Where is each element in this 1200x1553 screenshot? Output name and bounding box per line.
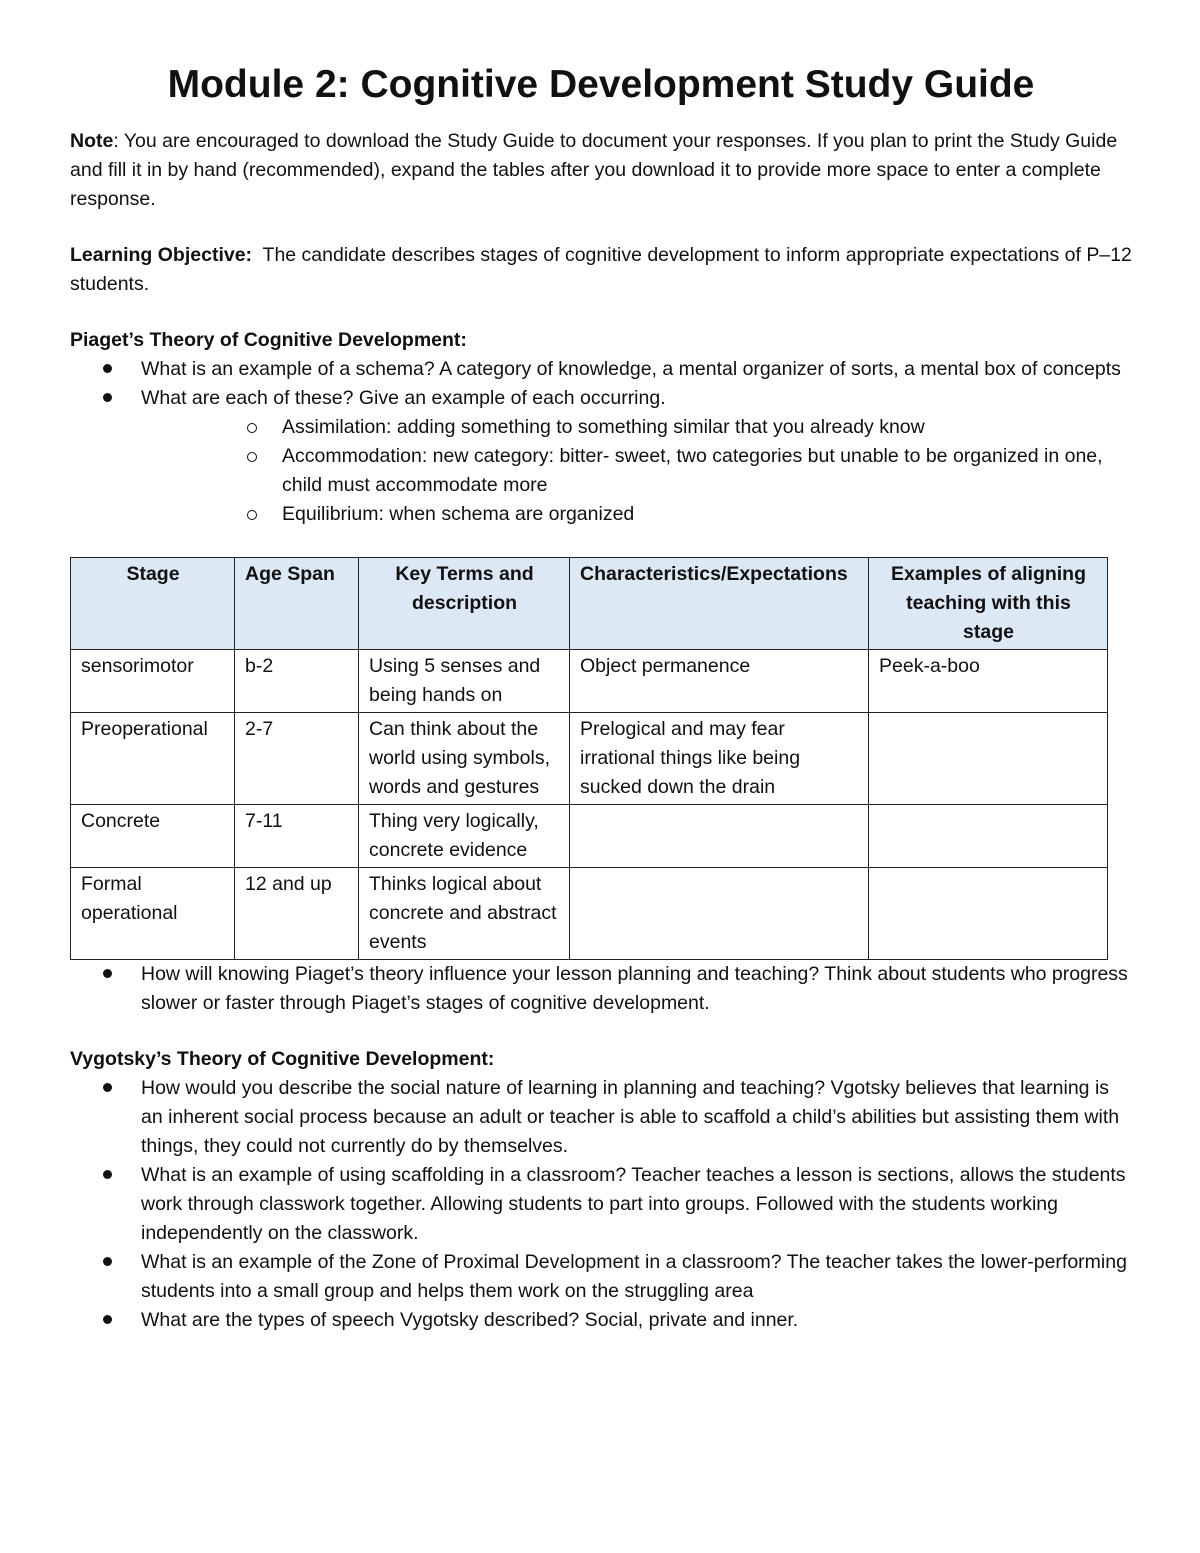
list-item: [70, 1074, 1132, 1161]
table-cell: sensorimotor: [71, 650, 235, 713]
table-cell: [869, 805, 1108, 868]
list-item: [70, 384, 1132, 529]
vygotsky-question-text: What is an example of using scaffolding in a classroom? Teacher teaches a lesson is sections, allows the students work through classwork together. Allowing students to part into groups. Followed with the students working independently on the classwork.: [141, 1164, 1126, 1244]
column-header-age-span: Age Span: [235, 558, 359, 650]
learning-objective-label: Learning Objective:: [70, 244, 253, 266]
table-row: [71, 650, 1108, 713]
table-cell: [570, 868, 869, 960]
sub-list-item: [141, 500, 1132, 529]
list-item: [70, 1161, 1132, 1248]
table-row: [71, 805, 1108, 868]
table-cell: Formal operational: [71, 868, 235, 960]
hollow-bullet-icon: [247, 452, 257, 462]
table-header-row: [71, 558, 1108, 650]
column-header-teaching-examples: Examples of aligning teaching with this stage: [869, 558, 1108, 650]
table-cell: 2-7: [235, 713, 359, 805]
bullet-icon: [103, 364, 112, 373]
table-row: [71, 713, 1108, 805]
vygotsky-question-list: [70, 1074, 1132, 1335]
table-cell: Prelogical and may fear irrational things like being sucked down the drain: [570, 713, 869, 805]
bullet-icon: [103, 393, 112, 402]
learning-objective-paragraph: [70, 241, 1132, 299]
sub-list-item: [141, 413, 1132, 442]
table-cell: Thinks logical about concrete and abstract events: [359, 868, 570, 960]
hollow-bullet-icon: [247, 423, 257, 433]
note-label: Note: [70, 130, 114, 152]
column-header-stage: Stage: [71, 558, 235, 650]
page-title: Module 2: Cognitive Development Study Guide: [167, 63, 1035, 106]
sub-item-text: Accommodation: new category: bitter- sweet, two categories but unable to be organized in one, child must accommodate more: [282, 445, 1103, 496]
piaget-question-text: What is an example of a schema? A category of knowledge, a mental organizer of sorts, a mental box of concepts: [141, 358, 1121, 380]
table-cell: 12 and up: [235, 868, 359, 960]
note-paragraph: [70, 127, 1132, 214]
sub-list-item: [141, 442, 1132, 500]
list-item: [70, 1248, 1132, 1306]
sub-item-text: Equilibrium: when schema are organized: [282, 503, 635, 525]
table-cell: [869, 713, 1108, 805]
hollow-bullet-icon: [247, 510, 257, 520]
table-row: [71, 868, 1108, 960]
vygotsky-question-text: How would you describe the social nature of learning in planning and teaching? Vgotsky believes that learning is an inherent social process because an adult or teacher is able to scaffold a child’s abilities but assisting them with things, they could not currently do by themselves.: [141, 1077, 1120, 1157]
table-cell: Preoperational: [71, 713, 235, 805]
bullet-icon: [103, 1315, 112, 1324]
document-body: [70, 63, 1132, 1335]
table-cell: 7-11: [235, 805, 359, 868]
piaget-followup-list: [70, 960, 1132, 1018]
table-cell: Object permanence: [570, 650, 869, 713]
table-cell: Concrete: [71, 805, 235, 868]
column-header-characteristics: Characteristics/Expectations: [570, 558, 869, 650]
bullet-icon: [103, 1083, 112, 1092]
list-item: [70, 355, 1132, 384]
table-cell: Thing very logically, concrete evidence: [359, 805, 570, 868]
table-cell: [570, 805, 869, 868]
piaget-stages-table: [70, 557, 1108, 960]
piaget-question-list: [70, 355, 1132, 529]
sub-item-text: Assimilation: adding something to something similar that you already know: [282, 416, 925, 438]
table-cell: b-2: [235, 650, 359, 713]
table-cell: Using 5 senses and being hands on: [359, 650, 570, 713]
vygotsky-question-text: What is an example of the Zone of Proximal Development in a classroom? The teacher takes the lower-performing students into a small group and helps them work on the struggling area: [141, 1251, 1127, 1302]
bullet-icon: [103, 1170, 112, 1179]
vygotsky-question-text: What are the types of speech Vygotsky described? Social, private and inner.: [141, 1309, 799, 1331]
piaget-heading: Piaget’s Theory of Cognitive Development:: [70, 329, 467, 351]
table-cell: Can think about the world using symbols, words and gestures: [359, 713, 570, 805]
bullet-icon: [103, 1257, 112, 1266]
note-text: : You are encouraged to download the Study Guide to document your responses. If you plan to print the Study Guide and fill it in by hand (recommended), expand the tables after you download it to provide more space to enter a complete response.: [70, 130, 1118, 210]
column-header-key-terms: Key Terms and description: [359, 558, 570, 650]
bullet-icon: [103, 969, 112, 978]
table-cell: [869, 868, 1108, 960]
piaget-followup-text: How will knowing Piaget’s theory influence your lesson planning and teaching? Think about students who progress slower or faster through Piaget’s stages of cognitive development.: [141, 963, 1128, 1014]
learning-objective-text: The candidate describes stages of cognitive development to inform appropriate expectations of P–12 students.: [70, 244, 1132, 295]
list-item: [70, 960, 1132, 1018]
piaget-sub-list: [141, 413, 1132, 529]
piaget-question-text: What are each of these? Give an example of each occurring.: [141, 387, 666, 409]
vygotsky-heading: Vygotsky’s Theory of Cognitive Development:: [70, 1048, 495, 1070]
table-cell: Peek-a-boo: [869, 650, 1108, 713]
list-item: [70, 1306, 1132, 1335]
